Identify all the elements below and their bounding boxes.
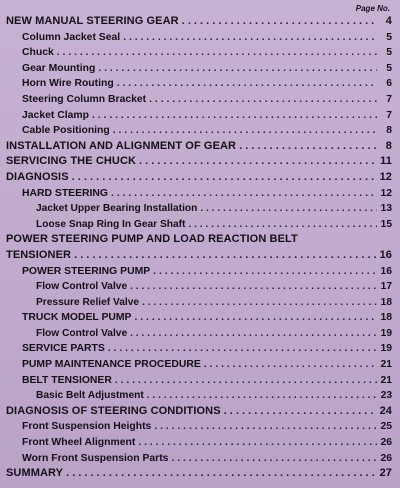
- dot-leader: [111, 186, 377, 202]
- toc-entry-title: TENSIONER: [6, 248, 72, 261]
- toc-entry-page-number: 11: [380, 155, 392, 168]
- toc-entry-title: SERVICE PARTS: [22, 343, 105, 355]
- dot-leader: [57, 45, 377, 61]
- toc-entry-title: Front Suspension Heights: [22, 421, 152, 433]
- toc-entry: [6, 404, 392, 420]
- toc-entry-title: Basic Belt Adjustment: [36, 390, 144, 402]
- toc-entry-page-number: 24: [379, 404, 392, 417]
- dot-leader: [130, 326, 377, 342]
- toc-entry: [6, 92, 392, 108]
- toc-entry-title: Steering Column Bracket: [22, 93, 147, 105]
- dot-leader: [154, 419, 377, 435]
- page-number-column-label: Page No.: [355, 4, 390, 13]
- toc-entry-page-number: 6: [386, 78, 392, 90]
- toc-entry: [6, 217, 392, 233]
- toc-entry: [6, 451, 392, 467]
- dot-leader: [204, 357, 377, 373]
- toc-entry-title: TRUCK MODEL PUMP: [22, 312, 132, 324]
- dot-leader: [239, 139, 377, 155]
- toc-entry-page-number: 15: [380, 218, 392, 230]
- toc-entry-page-number: 23: [380, 390, 392, 402]
- toc-entry-page-number: 7: [386, 109, 392, 121]
- toc-entry-title: POWER STEERING PUMP AND LOAD REACTION BELT: [6, 233, 298, 246]
- toc-entry-page-number: 4: [385, 15, 392, 27]
- toc-entry-page-number: 5: [386, 47, 392, 59]
- toc-entry-title: NEW MANUAL STEERING GEAR: [6, 15, 179, 27]
- toc-entry-title: Pressure Relief Valve: [36, 296, 140, 308]
- dot-leader: [92, 108, 377, 124]
- dot-leader: [72, 170, 377, 186]
- toc-entry-title: PUMP MAINTENANCE PROCEDURE: [22, 359, 201, 371]
- toc-entry-title: Column Jacket Seal: [22, 31, 121, 43]
- dot-leader: [188, 217, 377, 233]
- toc-entry: [6, 264, 392, 280]
- dot-leader: [98, 61, 377, 77]
- toc-entry-title: Flow Control Valve: [36, 327, 128, 339]
- toc-entry-page-number: 16: [380, 265, 392, 277]
- toc-entry: [6, 373, 392, 389]
- toc-header: [6, 4, 392, 14]
- dot-leader: [224, 404, 377, 420]
- toc-entry-page-number: 26: [380, 452, 392, 464]
- toc-entry-page-number: 21: [380, 359, 392, 371]
- toc-entry-title: Horn Wire Routing: [22, 78, 114, 90]
- dot-leader: [115, 373, 377, 389]
- toc-entry: [6, 76, 392, 92]
- dot-leader: [74, 248, 376, 264]
- toc-entry-page-number: 19: [380, 343, 392, 355]
- toc-entry: [6, 357, 392, 373]
- toc-entry: [6, 30, 392, 46]
- toc-entry: [6, 295, 392, 311]
- dot-leader: [130, 279, 377, 295]
- toc-entry-title: Front Wheel Alignment: [22, 437, 136, 449]
- dot-leader: [139, 154, 377, 170]
- dot-leader: [147, 388, 377, 404]
- dot-leader: [117, 76, 377, 92]
- toc-entry-page-number: 19: [380, 327, 392, 339]
- toc-entry-title: Loose Snap Ring In Gear Shaft: [36, 218, 186, 230]
- toc-entry-title: DIAGNOSIS: [6, 170, 69, 183]
- toc-entry-title: HARD STEERING: [22, 187, 109, 199]
- toc-entry: [6, 419, 392, 435]
- toc-entry-page-number: 25: [380, 421, 392, 433]
- toc-entry-title: Flow Control Valve: [36, 281, 128, 293]
- toc-entry-page-number: 8: [386, 125, 392, 137]
- toc-entry: [6, 310, 392, 326]
- dot-leader: [123, 30, 377, 46]
- toc-entry: [6, 232, 392, 248]
- dot-leader: [153, 264, 377, 280]
- toc-entry-page-number: 26: [380, 437, 392, 449]
- toc-entry: [6, 14, 392, 30]
- dot-leader: [113, 123, 377, 139]
- dot-leader: [171, 451, 377, 467]
- toc-entry-page-number: 27: [379, 467, 392, 480]
- toc-entry-title: POWER STEERING PUMP: [22, 265, 151, 277]
- toc-entry: [6, 435, 392, 451]
- toc-entry-page-number: 21: [380, 374, 392, 386]
- toc-entry: [6, 466, 392, 482]
- toc-entry-page-number: 16: [379, 248, 392, 261]
- dot-leader: [142, 295, 377, 311]
- dot-leader: [182, 14, 377, 30]
- toc-entry: [6, 326, 392, 342]
- toc-entry: [6, 139, 392, 155]
- table-of-contents: [6, 14, 392, 482]
- toc-entry-title: SUMMARY: [6, 467, 64, 480]
- toc-entry-title: Worn Front Suspension Parts: [22, 452, 169, 464]
- toc-entry-page-number: 13: [380, 203, 392, 215]
- toc-entry-page-number: 18: [380, 296, 392, 308]
- toc-entry-page-number: 5: [386, 62, 392, 74]
- toc-entry-title: Jacket Clamp: [22, 109, 89, 121]
- toc-entry-title: Cable Positioning: [22, 125, 110, 137]
- toc-entry-page-number: 18: [380, 312, 392, 324]
- toc-entry: [6, 123, 392, 139]
- toc-entry-page-number: 12: [380, 187, 392, 199]
- toc-entry-title: Gear Mounting: [22, 62, 96, 74]
- dot-leader: [108, 341, 377, 357]
- toc-entry: [6, 45, 392, 61]
- toc-entry: [6, 170, 392, 186]
- dot-leader: [149, 92, 377, 108]
- toc-entry-page-number: 7: [386, 93, 392, 105]
- toc-entry: [6, 279, 392, 295]
- toc-entry-title: Jacket Upper Bearing Installation: [36, 203, 198, 215]
- toc-entry-title: INSTALLATION AND ALIGNMENT OF GEAR: [6, 139, 237, 152]
- toc-entry-page-number: 5: [386, 31, 392, 43]
- toc-entry-page-number: 17: [380, 281, 392, 293]
- dot-leader: [66, 466, 376, 482]
- toc-entry-title: SERVICING THE CHUCK: [6, 155, 137, 168]
- toc-entry-title: Chuck: [22, 47, 54, 59]
- dot-leader: [135, 310, 378, 326]
- dot-leader: [200, 201, 377, 217]
- toc-entry: [6, 388, 392, 404]
- toc-entry-title: DIAGNOSIS OF STEERING CONDITIONS: [6, 404, 221, 417]
- toc-entry: [6, 154, 392, 170]
- toc-entry: [6, 201, 392, 217]
- dot-leader: [138, 435, 377, 451]
- toc-entry: [6, 341, 392, 357]
- toc-entry-page-number: 8: [385, 139, 392, 152]
- toc-entry: [6, 61, 392, 77]
- toc-entry-page-number: 12: [379, 170, 392, 183]
- toc-entry: [6, 248, 392, 264]
- toc-entry: [6, 108, 392, 124]
- toc-entry: [6, 186, 392, 202]
- toc-entry-title: BELT TENSIONER: [22, 374, 112, 386]
